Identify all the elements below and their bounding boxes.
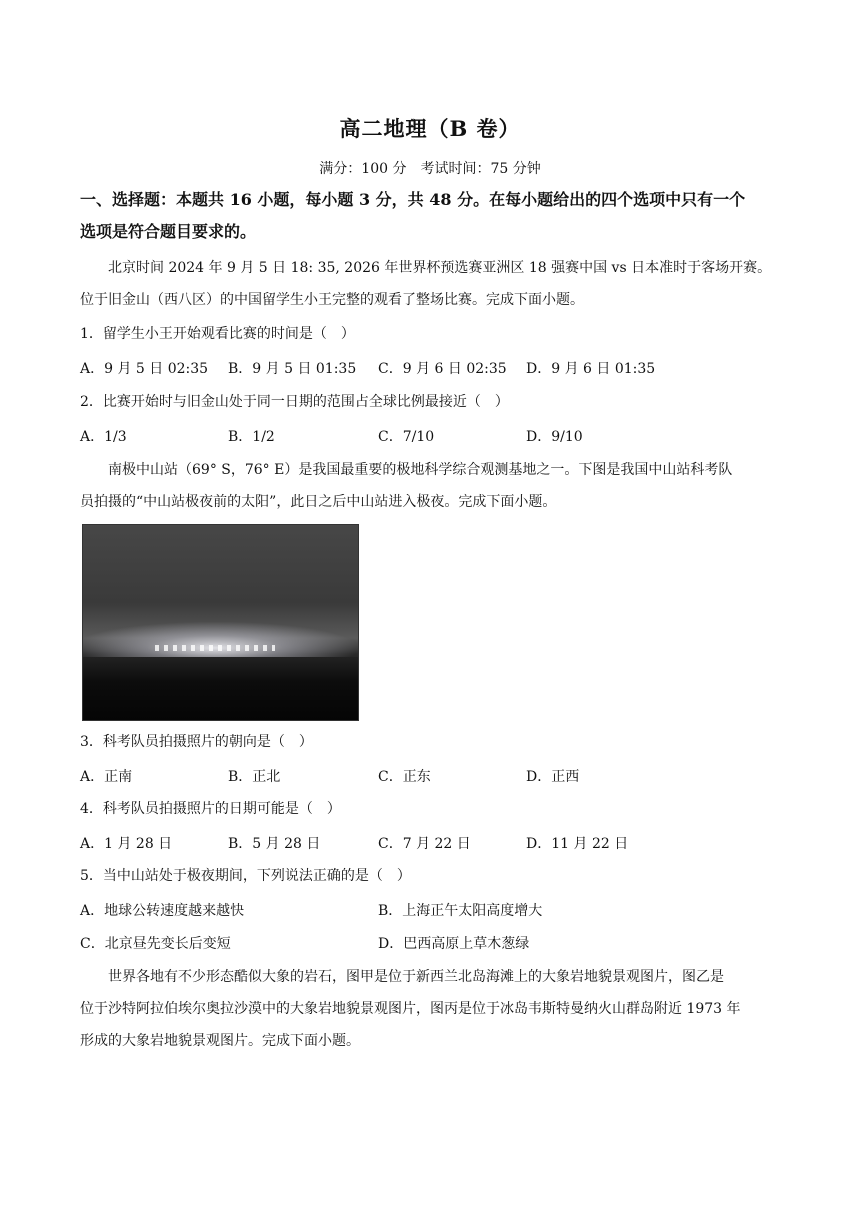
exam-info: 满分：100 分 考试时间：75 分钟 <box>319 161 541 177</box>
section-heading <box>80 184 780 248</box>
option-b[interactable]: B．正北 <box>228 769 281 785</box>
question-1-stem: 1．留学生小王开始观看比赛的时间是（ ） <box>80 326 355 342</box>
question-2-stem: 2．比赛开始时与旧金山处于同一日期的范围占全球比例最接近（ ） <box>80 394 509 410</box>
option-d[interactable]: D．9/10 <box>526 429 583 445</box>
question-2-options <box>80 426 780 446</box>
passage-worldcup <box>80 252 782 316</box>
passage-line: 形成的大象岩地貌景观图片。完成下面小题。 <box>80 1033 360 1049</box>
option-a[interactable]: A．1 月 28 日 <box>80 836 173 852</box>
passage-line: 北京时间 2024 年 9 月 5 日 18: 35, 2026 年世界杯预选赛亚洲区 18 强赛中国 vs 日本准时于客场开赛。 <box>108 260 772 276</box>
zhongshan-sunset-photo <box>82 524 359 721</box>
option-a[interactable]: A．9 月 5 日 02:35 <box>80 361 209 377</box>
section-heading-line1: 一、选择题：本题共 16 小题，每小题 3 分，共 48 分。在每小题给出的四个选项中只有一个 <box>80 190 746 209</box>
passage-zhongshan <box>80 454 782 518</box>
passage-line: 员拍摄的“中山站极夜前的太阳”，此日之后中山站进入极夜。完成下面小题。 <box>80 494 557 510</box>
option-d[interactable]: D．9 月 6 日 01:35 <box>526 361 656 377</box>
option-c[interactable]: C．7/10 <box>378 429 435 445</box>
passage-line: 南极中山站（69° S，76° E）是我国最重要的极地科学综合观测基地之一。下图是我国中山站科考队 <box>108 462 733 478</box>
question-4-options <box>80 833 780 853</box>
option-c[interactable]: C．正东 <box>378 769 431 785</box>
question-4-stem: 4．科考队员拍摄照片的日期可能是（ ） <box>80 801 341 817</box>
option-b[interactable]: B．上海正午太阳高度增大 <box>378 903 543 919</box>
option-b[interactable]: B．5 月 28 日 <box>228 836 321 852</box>
option-c[interactable]: C．9 月 6 日 02:35 <box>378 361 507 377</box>
passage-line: 世界各地有不少形态酷似大象的岩石，图甲是位于新西兰北岛海滩上的大象岩地貌景观图片，图乙是 <box>108 969 724 985</box>
option-c[interactable]: C．北京昼先变长后变短 <box>80 936 231 952</box>
page-title: 高二地理（B 卷） <box>339 116 521 141</box>
passage-line: 位于沙特阿拉伯埃尔奥拉沙漠中的大象岩地貌景观图片，图丙是位于冰岛韦斯特曼纳火山群岛附近 1973 年 <box>80 1001 741 1017</box>
question-3-stem: 3．科考队员拍摄照片的朝向是（ ） <box>80 734 313 750</box>
section-heading-line2: 选项是符合题目要求的。 <box>80 222 257 241</box>
option-c[interactable]: C．7 月 22 日 <box>378 836 471 852</box>
option-b[interactable]: B．9 月 5 日 01:35 <box>228 361 357 377</box>
question-5-options-row2 <box>80 933 780 953</box>
passage-line: 位于旧金山（西八区）的中国留学生小王完整的观看了整场比赛。完成下面小题。 <box>80 292 584 308</box>
question-1-options <box>80 358 780 378</box>
option-b[interactable]: B．1/2 <box>228 429 275 445</box>
station-lights <box>155 645 275 651</box>
passage-elephant-rock <box>80 961 782 1057</box>
dark-horizon <box>83 657 358 720</box>
option-a[interactable]: A．正南 <box>80 769 133 785</box>
question-3-options <box>80 766 780 786</box>
option-a[interactable]: A．地球公转速度越来越快 <box>80 903 245 919</box>
question-5-options-row1 <box>80 900 780 920</box>
option-a[interactable]: A．1/3 <box>80 429 127 445</box>
option-d[interactable]: D．巴西高原上草木葱绿 <box>378 936 530 952</box>
option-d[interactable]: D．正西 <box>526 769 580 785</box>
option-d[interactable]: D．11 月 22 日 <box>526 836 629 852</box>
question-5-stem: 5．当中山站处于极夜期间，下列说法正确的是（ ） <box>80 868 411 884</box>
